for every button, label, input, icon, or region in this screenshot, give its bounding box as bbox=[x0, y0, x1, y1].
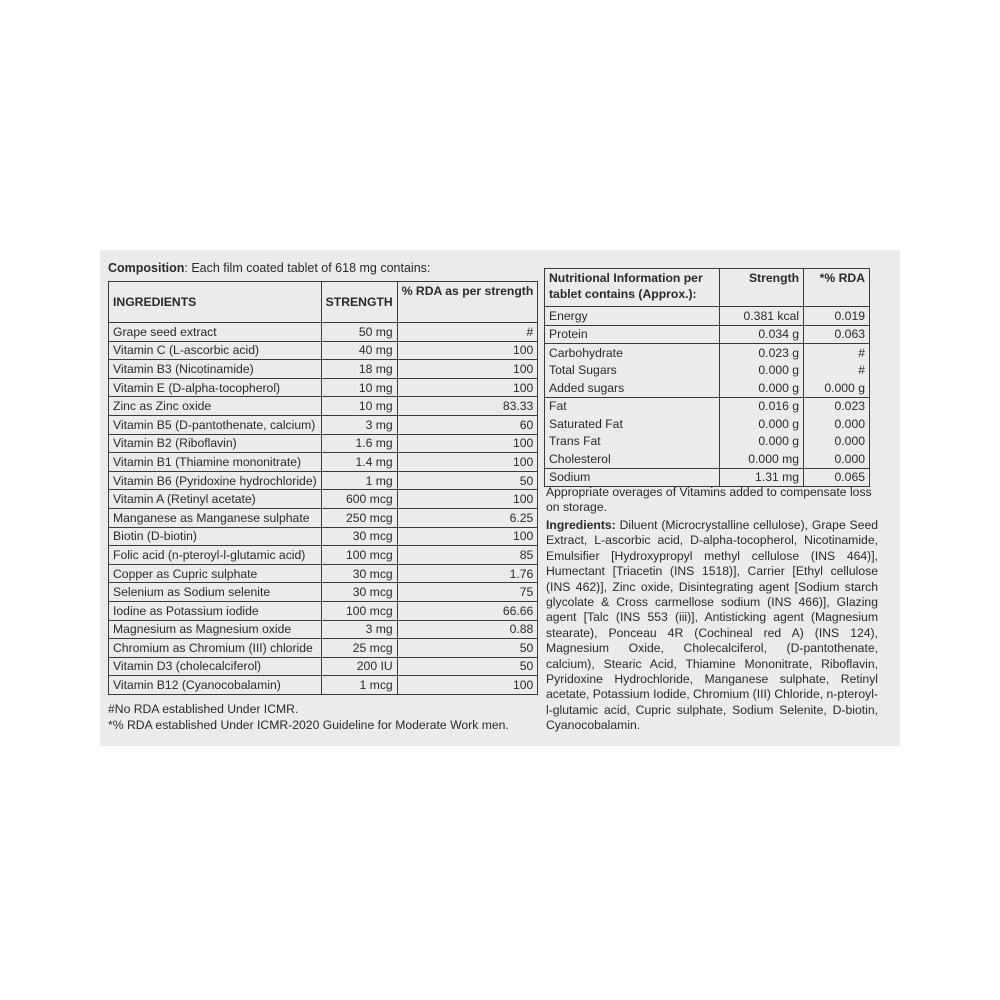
nutrient-name: Cholesterol bbox=[545, 450, 720, 468]
ingredient-row bbox=[109, 397, 538, 416]
nutrient-rda: 0.000 bbox=[804, 433, 870, 451]
ingredient-rda: 50 bbox=[397, 639, 538, 658]
ingredient-row bbox=[109, 490, 538, 509]
ingredient-name: Vitamin C (L-ascorbic acid) bbox=[109, 341, 322, 360]
ingredients-header-row bbox=[109, 282, 538, 323]
ingredient-rda: 83.33 bbox=[397, 397, 538, 416]
nutrient-name: Saturated Fat bbox=[545, 415, 720, 433]
nutrient-rda: 0.019 bbox=[804, 307, 870, 326]
ingredient-strength: 600 mcg bbox=[321, 490, 397, 509]
ingredient-strength: 50 mg bbox=[321, 323, 397, 342]
ingredients-list-label: Ingredients: bbox=[546, 518, 616, 532]
ingredient-name: Vitamin E (D-alpha-tocopherol) bbox=[109, 378, 322, 397]
nutrient-strength: 0.000 g bbox=[720, 362, 804, 380]
nutrient-strength: 0.000 mg bbox=[720, 450, 804, 468]
nutrient-name: Carbohydrate bbox=[545, 344, 720, 362]
ingredient-row bbox=[109, 583, 538, 602]
nutrition-row bbox=[545, 415, 870, 433]
ingredient-strength: 40 mg bbox=[321, 341, 397, 360]
nutrient-rda: 0.023 bbox=[804, 397, 870, 415]
nutrient-strength: 0.034 g bbox=[720, 325, 804, 344]
nutrient-rda: 0.000 bbox=[804, 415, 870, 433]
ingredient-name: Manganese as Manganese sulphate bbox=[109, 508, 322, 527]
nutrition-row bbox=[545, 344, 870, 362]
ingredient-strength: 100 mcg bbox=[321, 546, 397, 565]
ingredient-strength: 200 IU bbox=[321, 657, 397, 676]
ingredient-row bbox=[109, 341, 538, 360]
ingredient-row bbox=[109, 508, 538, 527]
nutrition-row bbox=[545, 397, 870, 415]
nutrition-row bbox=[545, 468, 870, 487]
ingredient-name: Copper as Cupric sulphate bbox=[109, 564, 322, 583]
ingredient-rda: 100 bbox=[397, 527, 538, 546]
ingredient-rda: 100 bbox=[397, 676, 538, 695]
composition-label: Composition bbox=[108, 261, 185, 275]
nutrient-name: Protein bbox=[545, 325, 720, 344]
ingredient-strength: 1 mg bbox=[321, 471, 397, 490]
nutrient-rda: 0.000 bbox=[804, 450, 870, 468]
ingredient-name: Vitamin A (Retinyl acetate) bbox=[109, 490, 322, 509]
nutrient-rda: # bbox=[804, 362, 870, 380]
ingredient-strength: 250 mcg bbox=[321, 508, 397, 527]
ingredient-name: Vitamin B1 (Thiamine mononitrate) bbox=[109, 453, 322, 472]
ingredient-row bbox=[109, 527, 538, 546]
composition-title bbox=[108, 261, 430, 275]
ingredient-rda: 60 bbox=[397, 415, 538, 434]
nutrient-name: Trans Fat bbox=[545, 433, 720, 451]
header-nutrition: Nutritional Information per tablet contains (Approx.): bbox=[545, 269, 720, 307]
nutrition-row bbox=[545, 362, 870, 380]
ingredient-name: Selenium as Sodium selenite bbox=[109, 583, 322, 602]
ingredients-table bbox=[108, 281, 538, 695]
ingredient-name: Iodine as Potassium iodide bbox=[109, 601, 322, 620]
ingredient-name: Folic acid (n-pteroyl-l-glutamic acid) bbox=[109, 546, 322, 565]
ingredient-rda: 50 bbox=[397, 657, 538, 676]
ingredient-name: Chromium as Chromium (III) chloride bbox=[109, 639, 322, 658]
ingredient-row bbox=[109, 657, 538, 676]
ingredient-row bbox=[109, 415, 538, 434]
ingredient-rda: 75 bbox=[397, 583, 538, 602]
nutrient-strength: 0.016 g bbox=[720, 397, 804, 415]
nutrition-row bbox=[545, 307, 870, 326]
nutrient-name: Fat bbox=[545, 397, 720, 415]
ingredient-row bbox=[109, 453, 538, 472]
ingredient-name: Vitamin D3 (cholecalciferol) bbox=[109, 657, 322, 676]
ingredient-row bbox=[109, 676, 538, 695]
ingredient-row bbox=[109, 546, 538, 565]
ingredient-name: Grape seed extract bbox=[109, 323, 322, 342]
ingredient-name: Vitamin B2 (Riboflavin) bbox=[109, 434, 322, 453]
ingredient-strength: 30 mcg bbox=[321, 564, 397, 583]
ingredient-row bbox=[109, 601, 538, 620]
ingredient-rda: 6.25 bbox=[397, 508, 538, 527]
ingredient-rda: # bbox=[397, 323, 538, 342]
ingredient-strength: 100 mcg bbox=[321, 601, 397, 620]
composition-text: : Each film coated tablet of 618 mg contains: bbox=[184, 261, 431, 275]
nutrient-name: Added sugars bbox=[545, 379, 720, 397]
ingredient-row bbox=[109, 564, 538, 583]
ingredient-row bbox=[109, 471, 538, 490]
ingredient-strength: 25 mcg bbox=[321, 639, 397, 658]
ingredient-row bbox=[109, 323, 538, 342]
ingredient-name: Vitamin B6 (Pyridoxine hydrochloride) bbox=[109, 471, 322, 490]
ingredient-name: Vitamin B12 (Cyanocobalamin) bbox=[109, 676, 322, 695]
ingredient-strength: 1 mcg bbox=[321, 676, 397, 695]
ingredient-name: Vitamin B3 (Nicotinamide) bbox=[109, 360, 322, 379]
nutrition-row bbox=[545, 379, 870, 397]
ingredient-row bbox=[109, 360, 538, 379]
nutrient-strength: 0.023 g bbox=[720, 344, 804, 362]
nutrition-row bbox=[545, 433, 870, 451]
nutrient-strength: 0.000 g bbox=[720, 433, 804, 451]
ingredient-strength: 30 mcg bbox=[321, 527, 397, 546]
nutrient-strength: 0.000 g bbox=[720, 379, 804, 397]
ingredient-row bbox=[109, 378, 538, 397]
nutrient-rda: 0.063 bbox=[804, 325, 870, 344]
ingredient-name: Vitamin B5 (D-pantothenate, calcium) bbox=[109, 415, 322, 434]
ingredient-rda: 85 bbox=[397, 546, 538, 565]
ingredient-rda: 66.66 bbox=[397, 601, 538, 620]
ingredient-rda: 100 bbox=[397, 360, 538, 379]
ingredient-strength: 18 mg bbox=[321, 360, 397, 379]
nutrition-table bbox=[544, 268, 870, 487]
ingredient-rda: 100 bbox=[397, 378, 538, 397]
nutrient-rda: 0.000 g bbox=[804, 379, 870, 397]
nutrient-strength: 0.000 g bbox=[720, 415, 804, 433]
nutrient-name: Energy bbox=[545, 307, 720, 326]
footnote-rda-guideline: *% RDA established Under ICMR-2020 Guideline for Moderate Work men. bbox=[108, 718, 509, 732]
ingredient-strength: 1.4 mg bbox=[321, 453, 397, 472]
header-rda: % RDA as per strength bbox=[397, 282, 538, 323]
header-nutrition-rda: *% RDA bbox=[804, 269, 870, 307]
ingredient-row bbox=[109, 620, 538, 639]
ingredient-name: Magnesium as Magnesium oxide bbox=[109, 620, 322, 639]
ingredient-rda: 100 bbox=[397, 453, 538, 472]
ingredient-row bbox=[109, 434, 538, 453]
ingredient-rda: 100 bbox=[397, 490, 538, 509]
header-strength: STRENGTH bbox=[321, 282, 397, 323]
ingredient-name: Biotin (D-biotin) bbox=[109, 527, 322, 546]
nutrition-header-row bbox=[545, 269, 870, 307]
ingredient-rda: 0.88 bbox=[397, 620, 538, 639]
ingredient-strength: 10 mg bbox=[321, 397, 397, 416]
ingredient-strength: 3 mg bbox=[321, 415, 397, 434]
nutrient-rda: 0.065 bbox=[804, 468, 870, 487]
ingredients-list-text: Diluent (Microcrystalline cellulose), Grape Seed Extract, L-ascorbic acid, D-alpha-tocopherol, Nicotinamide, Emulsifier [Hydroxypropyl methyl cellulose (INS 464)], Humectant [Triacetin (INS 1518)], Carrier [Ethyl cellulose (INS 462)], Zinc oxide, Disintegrating agent [Sodium starch glycolate & Cross carmellose sodium (INS 466)], Glazing agent [Talc (INS 553 (iii)], Antisticking agent (Magnesium stearate), Ponceau 4R (Cochineal red A) (INS 124), Magnesium Oxide, Cholecalciferol, (D-pantothenate, calcium), Stearic Acid, Thiamine Mononitrate, Riboflavin, Pyridoxine Hydrochloride, Manganese sulphate, Retinyl acetate, Potassium Iodide, Chromium (III) Chloride, n-pteroyl-l-glutamic acid, Cupric sulphate, Sodium Selenite, D-biotin, Cyanocobalamin. bbox=[546, 518, 878, 733]
header-nutrition-strength: Strength bbox=[720, 269, 804, 307]
ingredient-rda: 1.76 bbox=[397, 564, 538, 583]
header-ingredients: INGREDIENTS bbox=[109, 282, 322, 323]
nutrient-strength: 0.381 kcal bbox=[720, 307, 804, 326]
nutrient-name: Total Sugars bbox=[545, 362, 720, 380]
ingredient-strength: 10 mg bbox=[321, 378, 397, 397]
nutrient-name: Sodium bbox=[545, 468, 720, 487]
nutrition-row bbox=[545, 450, 870, 468]
ingredient-rda: 50 bbox=[397, 471, 538, 490]
ingredient-strength: 30 mcg bbox=[321, 583, 397, 602]
ingredient-rda: 100 bbox=[397, 341, 538, 360]
footnote-no-rda: #No RDA established Under ICMR. bbox=[108, 702, 299, 716]
ingredient-name: Zinc as Zinc oxide bbox=[109, 397, 322, 416]
ingredient-strength: 3 mg bbox=[321, 620, 397, 639]
nutrient-strength: 1.31 mg bbox=[720, 468, 804, 487]
ingredient-rda: 100 bbox=[397, 434, 538, 453]
ingredients-list bbox=[546, 518, 878, 734]
nutrient-rda: # bbox=[804, 344, 870, 362]
ingredient-row bbox=[109, 639, 538, 658]
ingredient-strength: 1.6 mg bbox=[321, 434, 397, 453]
overage-note: Appropriate overages of Vitamins added to compensate loss on storage. bbox=[546, 485, 872, 514]
nutrition-row bbox=[545, 325, 870, 344]
